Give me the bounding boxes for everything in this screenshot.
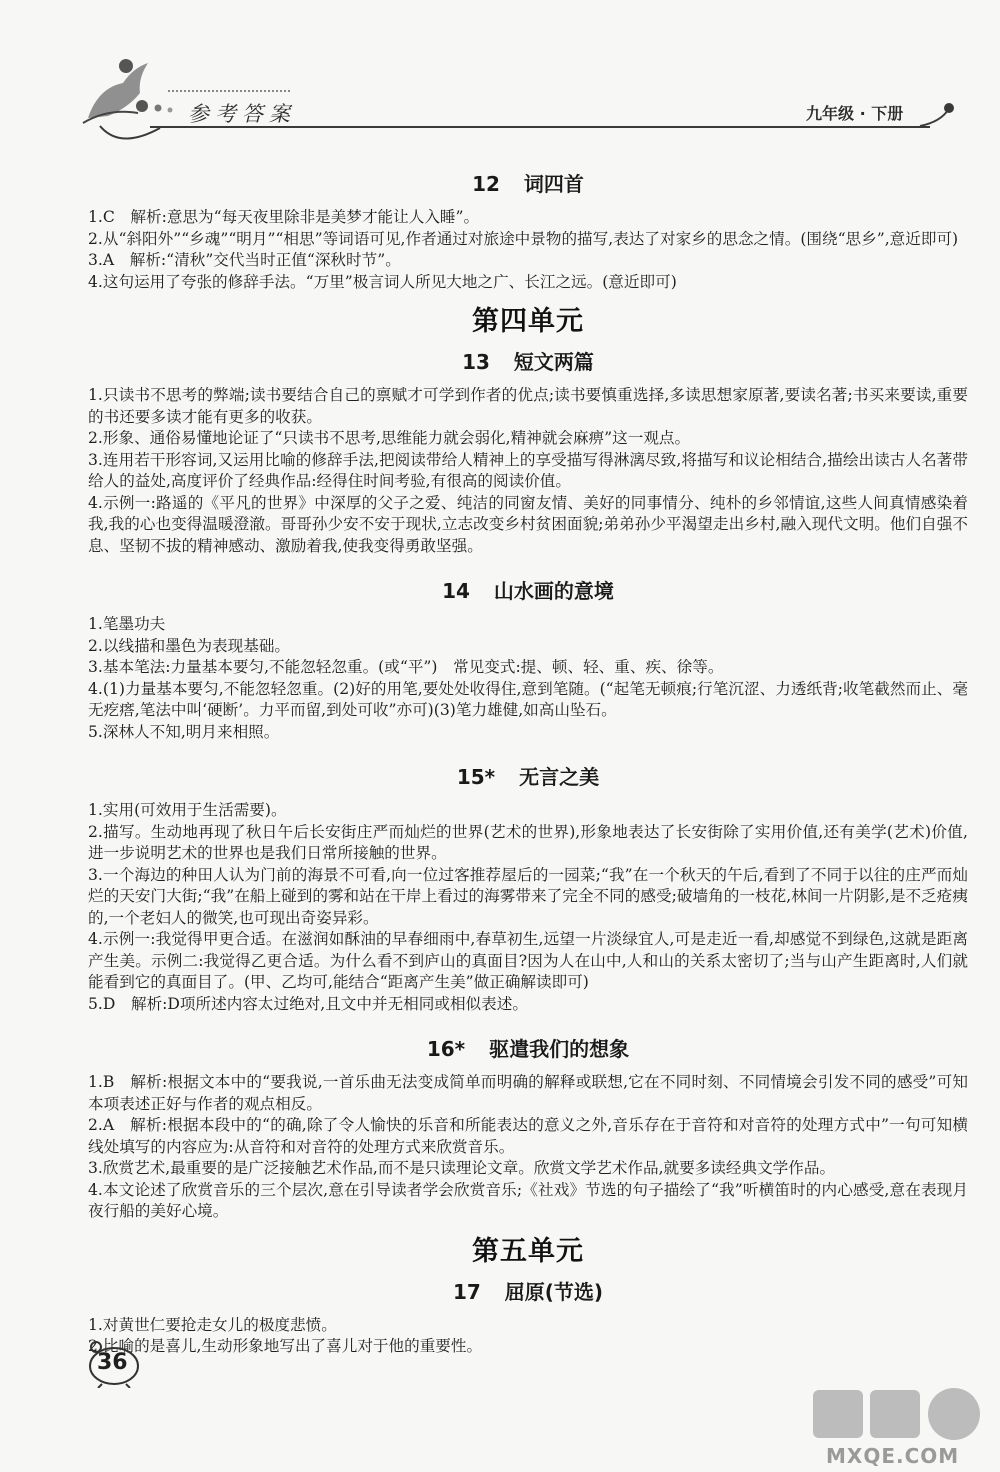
section-title [88, 575, 968, 604]
header-dotted-line [168, 90, 290, 92]
section-name: 无言之美 [519, 765, 600, 789]
section-title [88, 1033, 968, 1062]
answer-item: 3.一个海边的种田人认为门前的海景不可看,向一位过客推荐屋后的一园菜;“我”在一个秋天的午后,看到了不同于以往的庄严而灿烂的天安门大街;“我”在船上碰到的雾和站在干岸上看过的海雾带来了完全不同的感受;破墙角的一枝花,林间一片阴影,是不乏疮痍的,一个老妇人的微笑,也可现出奇姿异彩。 [88, 865, 968, 927]
section-name: 短文两篇 [513, 350, 594, 374]
answer-item: 3.欣赏艺术,最重要的是广泛接触艺术作品,而不是只读理论文章。欣赏文学艺术作品,就要多读经典文学作品。 [88, 1159, 836, 1177]
page-number: 36 [97, 1350, 128, 1375]
header-grade: 九年级 · 下册 [806, 104, 904, 123]
answer-item: 1.只读书不思考的弊端;读书要结合自己的禀赋才可学到作者的优点;读书要慎重选择,多读思想家原著,要读名著;书买来要读,重要的书还要多读才能有更多的收获。 [88, 386, 968, 426]
unit-title: 第四单元 [472, 306, 584, 337]
answer-item: 1.对黄世仁要抢走女儿的极度悲愤。 [88, 1315, 337, 1334]
answer-item: 1.B 解析:根据文本中的“要我说,一首乐曲无法变成简单而明确的解释或联想,它在不同时刻、不同情境会引发不同的感受”可知本项表述正好与作者的观点相反。 [88, 1073, 968, 1113]
answer-item: 4.示例一:路遥的《平凡的世界》中深厚的父子之爱、纯洁的同窗友情、美好的同事情分、纯朴的乡邻情谊,这些人间真情感染着我,我的心也变得温暖澄澈。哥哥孙少安不安于现状,立志改变乡村贫困面貌;弟弟孙少平渴望走出乡村,融入现代文明。他们自强不息、坚韧不拔的精神感动、激励着我,使我变得勇敢坚强。 [88, 493, 968, 555]
answer-item: 2.形象、通俗易懂地论证了“只读书不思考,思维能力就会弱化,精神就会麻痹”这一观点。 [88, 429, 691, 447]
answer-item: 2.A 解析:根据本段中的“的确,除了令人愉快的乐音和所能表达的意义之外,音乐存在于音符和对音符的处理方式中”一句可知横线处填写的内容应为:从音符和对音符的处理方式来欣赏音乐。 [88, 1116, 968, 1156]
answer-item: 1.C 解析:意思为“每天夜里除非是美梦才能让人入睡”。 [88, 208, 480, 226]
answer-content [88, 160, 968, 1358]
answer-item: 5.D 解析:D项所述内容太过绝对,且文中并无相同或相似表述。 [88, 994, 528, 1013]
section-number: 14 [442, 579, 470, 603]
section-title [88, 168, 968, 197]
section-name: 屈原(节选) [504, 1279, 604, 1304]
section-number: 12 [472, 172, 500, 196]
section-number: 15* [456, 765, 496, 789]
answer-item: 4.示例一:我觉得甲更合适。在滋润如酥油的早春细雨中,春草初生,远望一片淡绿宜人,可是走近一看,却感觉不到绿色,这就是距离产生美。示例二:我觉得乙更合适。为什么看不到庐山的真面目?因为人在山中,人和山的关系太密切了;当与山产生距离时,人们就能看到它的真面目了。(甲、乙均可,能结合“距离产生美”做正确解读即可) [88, 930, 968, 991]
unit-title: 第五单元 [472, 1235, 584, 1267]
section-name: 驱遣我们的想象 [489, 1037, 630, 1061]
section-title [88, 761, 968, 790]
answer-item: 4.本文论述了欣赏音乐的三个层次,意在引导读者学会欣赏音乐;《社戏》节选的句子描绘了“我”听横笛时的内心感受,意在表现月夜行船的美好心境。 [88, 1180, 968, 1220]
section-name: 山水画的意境 [493, 579, 614, 603]
answer-item: 3.连用若干形容词,又运用比喻的修辞手法,把阅读带给人精神上的享受描写得淋漓尽致,将描写和议论相结合,描绘出读古人名著带给人的益处,高度评价了经典作品:经得住时间考验,有很高的阅读价值。 [88, 450, 968, 490]
answer-item: 4.(1)力量基本要匀,不能忽轻忽重。(2)好的用笔,要处处收得住,意到笔随。(“起笔无顿痕;行笔沉涩、力透纸背;收笔截然而止、毫无疙瘩,笔法中叫‘硬断’。力平而留,到处可收”亦可)(3)笔力雄健,如高山坠石。 [88, 679, 968, 719]
section-name: 词四首 [523, 172, 584, 196]
section-number: 17 [452, 1279, 481, 1304]
answer-item: 2.描写。生动地再现了秋日午后长安街庄严而灿烂的世界(艺术的世界),形象地表达了长安街除了实用价值,还有美学(艺术)价值,进一步说明艺术的世界也是我们日常所接触的世界。 [88, 822, 968, 862]
header-title: 参考答案 [188, 102, 296, 126]
header-rule [150, 126, 930, 128]
section-number: 13 [462, 350, 490, 374]
section-number: 16* [426, 1037, 466, 1061]
horse-rider-logo-icon [78, 48, 158, 130]
answer-item: 4.这句运用了夸张的修辞手法。“万里”极言词人所见大地之广、长江之远。(意近即可) [88, 272, 677, 291]
answer-item: 2.从“斜阳外”“乡魂”“明月”“相思”等词语可见,作者通过对旅途中景物的描写,表达了对家乡的思念之情。(围绕“思乡”,意近即可) [88, 229, 959, 248]
answer-item: 5.深林人不知,明月来相照。 [88, 722, 280, 741]
answer-item: 2.以线描和墨色为表现基础。 [88, 636, 291, 655]
answer-item: 3.A 解析:“清秋”交代当时正值“深秋时节”。 [88, 251, 401, 269]
answer-item: 3.基本笔法:力量基本要匀,不能忽轻忽重。(或“平”) 常见变式:提、顿、轻、重、疾、徐等。 [88, 658, 724, 676]
watermark-text: MXQE.COM [826, 1444, 960, 1468]
answer-item: 2.比喻的是喜儿,生动形象地写出了喜儿对于他的重要性。 [88, 1337, 483, 1355]
answer-item: 1.笔墨功夫 [88, 615, 166, 633]
answer-item: 1.实用(可效用于生活需要)。 [88, 801, 287, 819]
page-header [0, 0, 1000, 160]
section-title [88, 1276, 968, 1305]
section-title [88, 346, 968, 375]
